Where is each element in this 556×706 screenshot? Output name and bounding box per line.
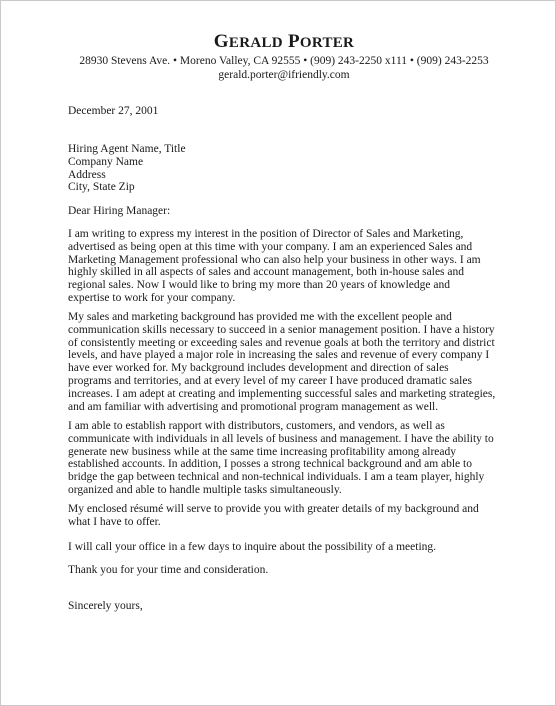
body-paragraph [68, 541, 508, 554]
paragraph-line: advertised as being open at this time with your company. I am an experienced Sales and [68, 240, 473, 253]
body-paragraph [68, 564, 508, 577]
recipient-block [68, 143, 508, 194]
paragraph-line: regional sales. Now I would like to bring my more than 20 years of knowledge and [68, 279, 450, 292]
recipient-line: City, State Zip [68, 181, 135, 194]
paragraph-line: established accounts. In addition, I posses a strong technical background and am able to [68, 458, 472, 471]
body-paragraph [68, 503, 508, 529]
sender-name [1, 31, 556, 54]
paragraph-line: communication skills necessary to succeed in a senior management position. I have a history [68, 323, 495, 336]
paragraph-line: communicate with individuals in all levels of business and management. I have the ability to [68, 432, 494, 445]
paragraph-line: what I have to offer. [68, 515, 161, 528]
paragraph-line: I am able to establish rapport with distributors, customers, and vendors, as well as [68, 420, 445, 432]
sender-address-line: 28930 Stevens Ave. • Moreno Valley, CA 92555 • (909) 243-2250 x111 • (909) 243-2253 [79, 55, 489, 67]
name-last-initial: P [287, 31, 300, 52]
name-first-initial: G [213, 31, 229, 52]
paragraph-line: My enclosed résumé will serve to provide you with greater details of my background and [68, 503, 479, 515]
name-last-rest: ORTER [299, 35, 355, 51]
closing: Sincerely yours, [68, 600, 143, 612]
paragraph-line: and am familiar with advertising and promotional program management as well. [68, 400, 439, 413]
body-paragraph [68, 311, 508, 413]
paragraph-line: Thank you for your time and consideration. [68, 564, 269, 576]
paragraph-line: organized and able to handle multiple tasks simultaneously. [68, 483, 342, 496]
body-paragraph [68, 228, 508, 305]
paragraph-line: Marketing Management professional who can also help your business in other ways. I am [68, 253, 481, 266]
paragraph-line: highly skilled in all aspects of sales and account management, both in-house sales and [68, 266, 465, 279]
paragraph-line: bridge the gap between technical and non-technical individuals. I am a team player, highly [68, 471, 485, 484]
salutation: Dear Hiring Manager: [68, 205, 171, 217]
paragraph-line: levels, and have played a major role in increasing the sales and revenue of every company I [68, 349, 490, 362]
paragraph-line: My sales and marketing background has provided me with the excellent people and [68, 311, 452, 323]
paragraph-line: expertise to work for your company. [68, 291, 236, 304]
paragraph-line: of consistently meeting or exceeding sales and revenue goals at both the territory and district [68, 336, 495, 349]
paragraph-line: I am writing to express my interest in the position of Director of Sales and Marketing, [68, 228, 464, 240]
recipient-line: Address [68, 168, 106, 181]
body-paragraph [68, 420, 508, 497]
sender-email: gerald.porter@ifriendly.com [218, 69, 350, 81]
paragraph-line: generate new business while at the same time increasing profitability among already [68, 445, 456, 458]
name-first-rest: ERALD [228, 35, 283, 51]
paragraph-line: I will call your office in a few days to inquire about the possibility of a meeting. [68, 541, 437, 553]
recipient-line: Company Name [68, 155, 144, 168]
recipient-line: Hiring Agent Name, Title [68, 143, 186, 155]
letter-date: December 27, 2001 [68, 105, 159, 117]
paragraph-line: programs and territories, and at every level of my career I have produced dramatic sales [68, 374, 472, 387]
paragraph-line: increases. I am adept at creating and implementing successful sales and marketing strategies, [68, 387, 496, 400]
paragraph-line: have ever worked for. My background includes development and direction of sales [68, 362, 449, 375]
